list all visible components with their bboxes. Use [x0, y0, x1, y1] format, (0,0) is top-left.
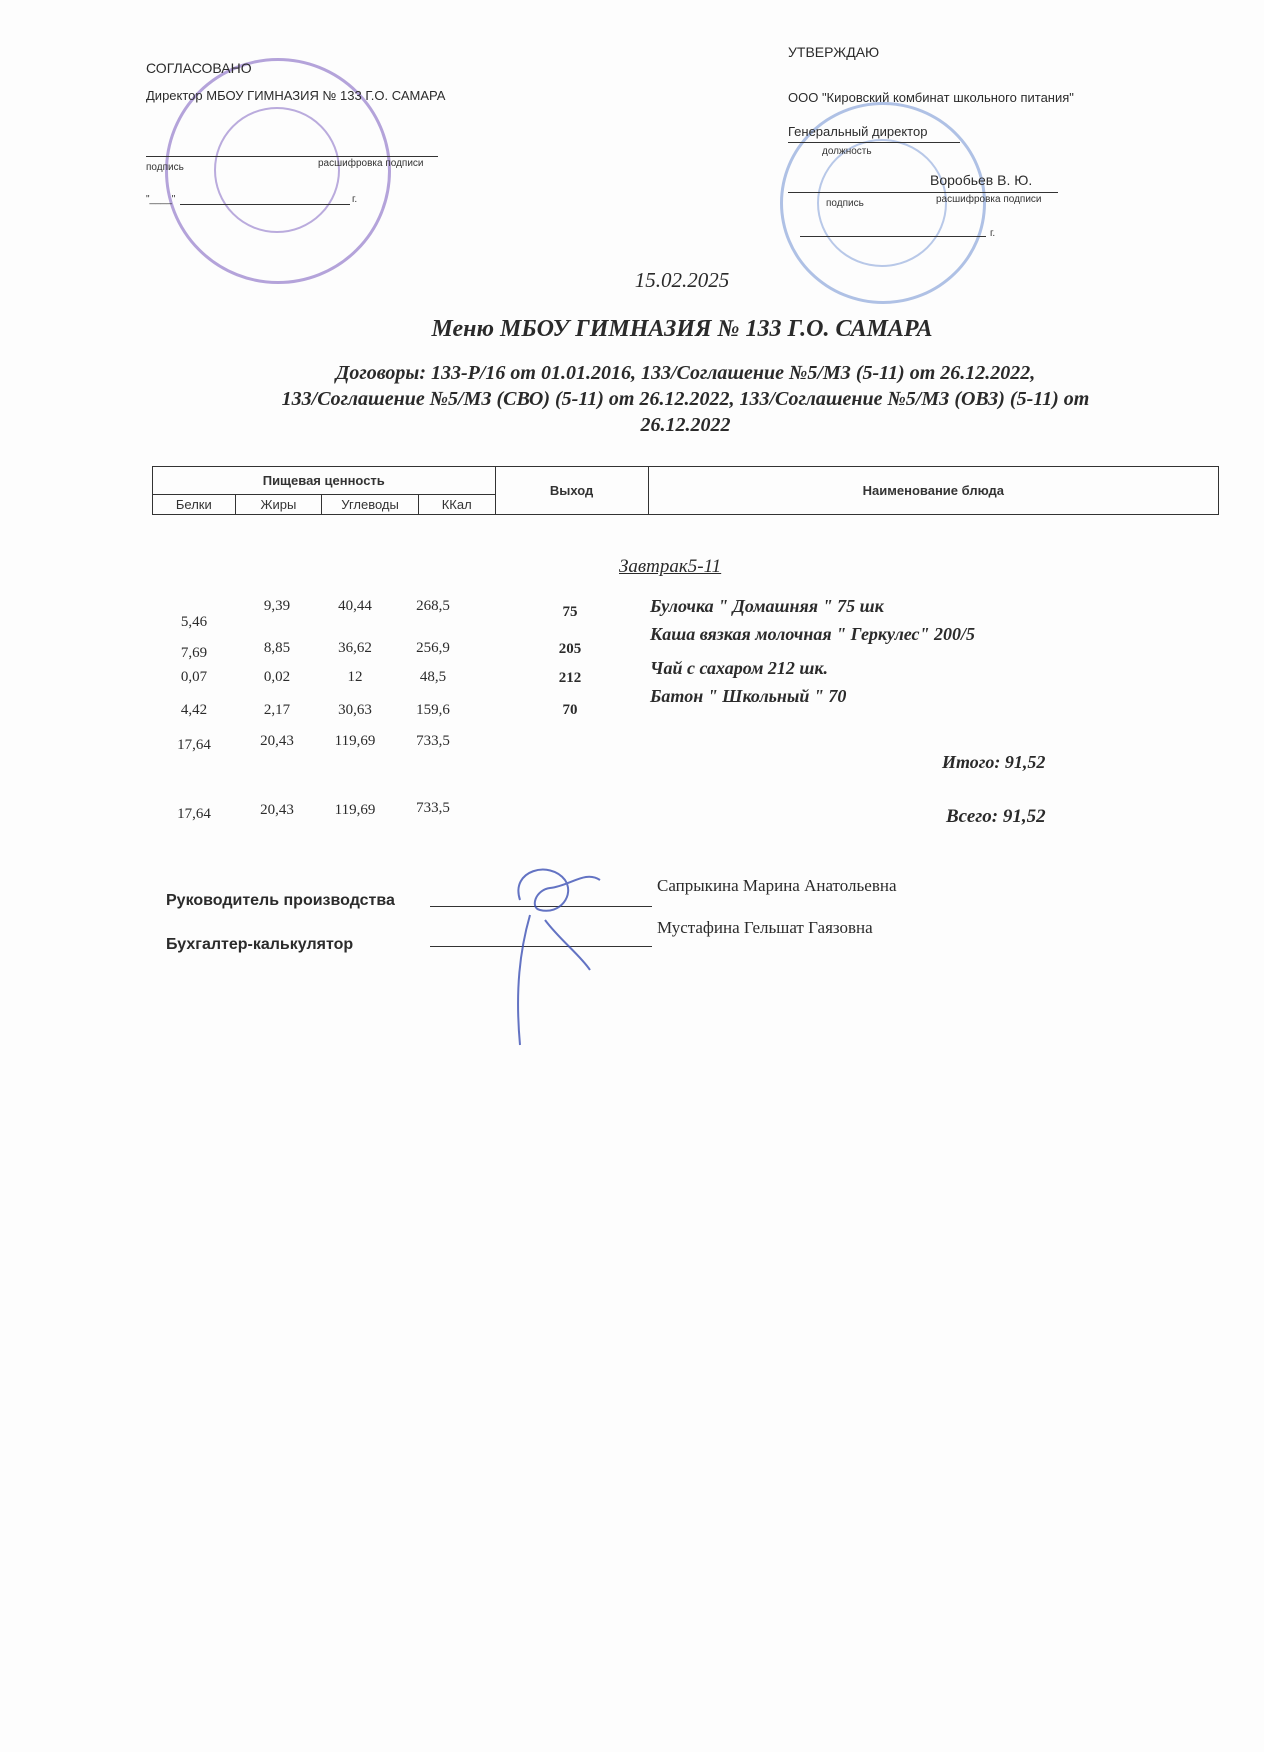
approve-sign-line	[788, 192, 1058, 193]
cell-output: 70	[562, 702, 578, 718]
cell-fats: 9,39	[263, 598, 291, 614]
approve-position-label: должность	[822, 146, 872, 157]
cell-carbs: 36,62	[338, 640, 372, 656]
col-fats: Жиры	[235, 495, 322, 515]
sig-label-accountant: Бухгалтер-калькулятор	[166, 936, 354, 953]
sig-label-production-head: Руководитель производства	[166, 892, 395, 909]
approval-year-suffix: г.	[352, 194, 358, 205]
approve-org: ООО "Кировский комбинат школьного питания"	[788, 90, 1074, 105]
approve-position-line	[788, 142, 960, 143]
cell-proteins: 5,46	[180, 614, 208, 630]
approval-director-line: Директор МБОУ ГИМНАЗИЯ № 133 Г.О. САМАРА	[146, 88, 446, 103]
dish-header: Наименование блюда	[648, 467, 1218, 515]
cell-proteins: 4,42	[180, 702, 208, 718]
cell-proteins: 0,07	[180, 669, 208, 685]
approval-date-prefix: "____"	[146, 194, 176, 205]
cell-carbs: 40,44	[338, 598, 372, 614]
menu-title: Меню МБОУ ГИМНАЗИЯ № 133 Г.О. САМАРА	[431, 316, 933, 342]
col-kcal: ККал	[418, 495, 495, 515]
cell-fats: 8,85	[263, 640, 291, 656]
grand-total-label: Всего: 91,52	[946, 806, 1046, 827]
subtotal-proteins: 17,64	[177, 737, 211, 753]
contracts-line-3: 26.12.2022	[640, 414, 731, 436]
approval-sign-line	[146, 156, 438, 157]
handwritten-signature	[490, 860, 630, 1050]
cell-carbs: 12	[347, 669, 363, 685]
approve-title: УТВЕРЖДАЮ	[788, 44, 880, 60]
approve-year-suffix: г.	[990, 228, 996, 239]
total-fats: 20,43	[260, 802, 294, 818]
cell-output: 75	[562, 604, 578, 620]
total-carbs: 119,69	[334, 802, 376, 818]
subtotal-label: Итого: 91,52	[942, 752, 1046, 772]
subtotal-fats: 20,43	[260, 733, 294, 749]
menu-date: 15.02.2025	[634, 268, 730, 292]
sig-name-accountant: Мустафина Гельшат Гаязовна	[657, 918, 873, 937]
nutrition-header: Пищевая ценность	[153, 467, 496, 495]
approval-date-line	[180, 204, 350, 205]
approve-decode-label: расшифровка подписи	[936, 194, 1042, 205]
approve-position: Генеральный директор	[788, 124, 928, 139]
contracts-line-1: Договоры: 133-Р/16 от 01.01.2016, 133/Соглашение №5/МЗ (5-11) от 26.12.2022,	[335, 362, 1036, 384]
cell-kcal: 159,6	[416, 702, 450, 718]
contracts-block	[152, 360, 1219, 438]
cell-kcal: 48,5	[419, 669, 447, 685]
approve-name: Воробьев В. Ю.	[930, 172, 1033, 188]
approve-sign-label: подпись	[826, 198, 864, 209]
subtotal-kcal: 733,5	[416, 733, 450, 749]
sig-name-production-head: Сапрыкина Марина Анатольевна	[657, 876, 897, 895]
cell-dish: Каша вязкая молочная " Геркулес" 200/5	[650, 624, 976, 644]
col-carbs: Углеводы	[322, 495, 419, 515]
contracts-line-2: 133/Соглашение №5/МЗ (СВО) (5-11) от 26.12.2022, 133/Соглашение №5/МЗ (ОВЗ) (5-11) от	[281, 388, 1090, 410]
cell-output: 212	[558, 670, 582, 686]
cell-kcal: 256,9	[416, 640, 450, 656]
total-proteins: 17,64	[177, 806, 211, 822]
approval-title: СОГЛАСОВАНО	[146, 60, 252, 76]
approval-decode-label: расшифровка подписи	[318, 158, 424, 169]
cell-fats: 0,02	[263, 669, 291, 685]
cell-carbs: 30,63	[338, 702, 372, 718]
cell-output: 205	[558, 641, 582, 657]
approval-sign-label: подпись	[146, 162, 184, 173]
cell-kcal: 268,5	[416, 598, 450, 614]
col-proteins: Белки	[153, 495, 236, 515]
meal-name: Завтрак5-11	[619, 556, 722, 577]
cell-proteins: 7,69	[180, 645, 208, 661]
cell-dish: Батон " Школьный " 70	[650, 686, 847, 706]
menu-header-table	[152, 466, 1219, 515]
output-header: Выход	[495, 467, 648, 515]
cell-dish: Булочка " Домашняя " 75 шк	[650, 596, 884, 616]
cell-fats: 2,17	[263, 702, 291, 718]
approve-date-line	[800, 236, 986, 237]
total-kcal: 733,5	[416, 800, 450, 816]
cell-dish: Чай с сахаром 212 шк.	[650, 658, 829, 678]
subtotal-carbs: 119,69	[334, 733, 376, 749]
